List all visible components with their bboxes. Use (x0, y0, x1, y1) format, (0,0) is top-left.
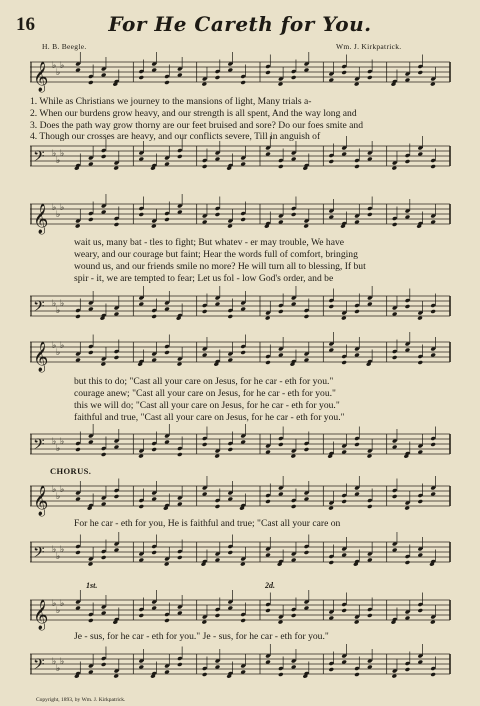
notehead (88, 217, 94, 222)
chorus-label: CHORUS. (50, 466, 92, 476)
staff-system-3-treble (30, 338, 450, 372)
hymn-title: For He Careth for You. (108, 12, 372, 36)
flat-icon: ♭ (56, 210, 61, 220)
notehead (354, 672, 360, 677)
notehead (164, 618, 170, 623)
notehead (202, 164, 208, 169)
flat-icon: ♭ (52, 299, 57, 309)
notehead (151, 447, 157, 452)
flat-icon: ♭ (52, 341, 57, 351)
notehead (341, 608, 347, 613)
verse-4-line-1: 4. Though our crosses are heavy, and our conflicts severe, Till in anguish of (30, 131, 321, 142)
notehead (341, 316, 347, 321)
notehead (367, 75, 373, 80)
notehead (202, 442, 208, 447)
notehead (240, 217, 246, 222)
notehead (202, 672, 208, 677)
flat-icon: ♭ (52, 149, 57, 159)
notehead (151, 314, 157, 319)
notehead (215, 212, 221, 217)
verse-2-line-1: 2. When our burdens grow heavy, and our strength is all spent, And the way long and (30, 108, 357, 119)
notehead (417, 70, 423, 75)
notehead (328, 506, 334, 511)
notehead (101, 555, 107, 560)
notehead (265, 70, 271, 75)
notehead (215, 504, 221, 509)
notehead (177, 362, 183, 367)
notehead (328, 159, 334, 164)
notehead (304, 447, 310, 452)
flat-icon: ♭ (52, 203, 57, 213)
notehead (75, 314, 81, 319)
notehead (177, 452, 183, 457)
treble-clef-icon: 𝄞 (33, 486, 49, 516)
notehead (405, 304, 411, 309)
notehead (113, 166, 119, 171)
notehead (405, 159, 411, 164)
notehead (417, 316, 423, 321)
notehead (391, 674, 397, 679)
notehead (328, 667, 334, 672)
notehead (405, 667, 411, 672)
notehead (354, 82, 360, 87)
flat-icon: ♭ (60, 61, 65, 71)
notehead (164, 350, 170, 355)
notehead (278, 672, 284, 677)
flat-icon: ♭ (52, 485, 57, 495)
flat-icon: ♭ (60, 149, 65, 159)
notehead (328, 304, 334, 309)
final-lyric: Je - sus, for he car - eth for you." Je - sus, for he car - eth for you." (74, 631, 329, 642)
notehead (430, 82, 436, 87)
notehead (138, 75, 144, 80)
notehead (341, 70, 347, 75)
notehead (240, 80, 246, 85)
notehead (113, 674, 119, 679)
notehead (291, 613, 297, 618)
notehead (75, 550, 81, 555)
staff-system-1-treble (30, 58, 450, 92)
notehead (405, 560, 411, 565)
chorus-lyric: For he car - eth for you, He is faithful and true; "Cast all your care on (74, 518, 341, 529)
copyright-notice: Copyright, 1893, by Wm. J. Kirkpatrick. (36, 697, 126, 703)
staff-system-5-bass (30, 650, 450, 680)
notehead (290, 454, 296, 459)
flat-icon: ♭ (56, 156, 61, 166)
notehead (430, 309, 436, 314)
treble-clef-icon: 𝄞 (33, 600, 49, 630)
flat-icon: ♭ (60, 203, 65, 213)
notehead (240, 350, 246, 355)
verse-4-line-3: faithful and true, "Cast all your care on Jesus, for he car - eth for you." (74, 412, 345, 423)
staff-system-1-bass (30, 142, 450, 172)
notehead (404, 506, 410, 511)
verse-1-line-2: wait us, many bat - tles to fight; But whatev - er may trouble, We have (74, 237, 345, 248)
verse-1-line-3: but this to do; "Cast all your care on Jesus, for he car - eth for you." (74, 376, 334, 387)
notehead (215, 75, 221, 80)
flat-icon: ♭ (52, 657, 57, 667)
lyricist-credit: Wm. J. Kirkpatrick. (336, 42, 402, 51)
second-ending-label: 2d. (265, 581, 275, 590)
verse-1-line-1: 1. While as Christians we journey to the mansions of light, Many trials a- (30, 96, 312, 107)
notehead (367, 613, 373, 618)
flat-icon: ♭ (56, 552, 61, 562)
flat-icon: ♭ (60, 341, 65, 351)
notehead (164, 562, 170, 567)
notehead (303, 224, 309, 229)
notehead (367, 212, 373, 217)
bass-clef-icon: 𝄢 (33, 436, 45, 457)
notehead (114, 355, 120, 360)
notehead (88, 562, 94, 567)
bass-clef-icon: 𝄢 (33, 148, 45, 169)
staff-system-3-bass (30, 430, 450, 460)
notehead (201, 82, 207, 87)
flat-icon: ♭ (60, 485, 65, 495)
notehead (100, 362, 106, 367)
notehead (214, 454, 220, 459)
notehead (151, 550, 157, 555)
flat-icon: ♭ (60, 599, 65, 609)
notehead (164, 80, 170, 85)
notehead (177, 555, 183, 560)
notehead (138, 454, 144, 459)
notehead (354, 309, 360, 314)
notehead (367, 504, 373, 509)
flat-icon: ♭ (56, 664, 61, 674)
flat-icon: ♭ (60, 657, 65, 667)
flat-icon: ♭ (56, 444, 61, 454)
verse-3-line-2: wound us, and our friends smile no more? He will turn all to blessing, If but (74, 261, 366, 272)
notehead (75, 224, 81, 229)
flat-icon: ♭ (52, 61, 57, 71)
notehead (278, 620, 284, 625)
staff-system-4-bass (30, 538, 450, 568)
notehead (164, 217, 170, 222)
notehead (227, 224, 233, 229)
notehead (240, 562, 246, 567)
notehead (114, 222, 120, 227)
notehead (227, 447, 233, 452)
notehead (341, 360, 347, 365)
notehead (114, 494, 120, 499)
staff-system-2-bass (30, 292, 450, 322)
notehead (392, 494, 398, 499)
notehead (177, 662, 183, 667)
notehead (202, 309, 208, 314)
notehead (278, 442, 284, 447)
flat-icon: ♭ (56, 606, 61, 616)
notehead (88, 618, 94, 623)
first-ending-label: 1st. (86, 581, 98, 590)
notehead (227, 314, 233, 319)
notehead (291, 212, 297, 217)
notehead (291, 504, 297, 509)
notehead (392, 355, 398, 360)
notehead (354, 164, 360, 169)
notehead (304, 550, 310, 555)
staff-system-4-treble (30, 482, 450, 516)
notehead (430, 620, 436, 625)
bass-clef-icon: 𝄢 (33, 298, 45, 319)
verse-2-line-3: courage anew; "Cast all your care on Jesus, for he car - eth for you." (74, 388, 336, 399)
notehead (265, 360, 271, 365)
verse-3-line-3: this we will do; "Cast all your care on Jesus, for he car - eth for you." (74, 400, 340, 411)
flat-icon: ♭ (56, 492, 61, 502)
flat-icon: ♭ (60, 437, 65, 447)
notehead (101, 452, 107, 457)
notehead (265, 316, 271, 321)
notehead (278, 164, 284, 169)
notehead (417, 608, 423, 613)
notehead (430, 164, 436, 169)
notehead (265, 608, 271, 613)
flat-icon: ♭ (56, 348, 61, 358)
notehead (417, 360, 423, 365)
notehead (392, 222, 398, 227)
treble-clef-icon: 𝄞 (33, 62, 49, 92)
flat-icon: ♭ (60, 545, 65, 555)
staff-system-2-treble (30, 200, 450, 234)
notehead (430, 672, 436, 677)
flat-icon: ♭ (52, 545, 57, 555)
verse-2-line-2: weary, and our courage but faint; Hear the words full of comfort, bringing (74, 249, 358, 260)
flat-icon: ♭ (52, 599, 57, 609)
notehead (367, 454, 373, 459)
notehead (417, 499, 423, 504)
notehead (177, 154, 183, 159)
flat-icon: ♭ (56, 306, 61, 316)
notehead (201, 620, 207, 625)
notehead (215, 613, 221, 618)
notehead (391, 166, 397, 171)
notehead (430, 442, 436, 447)
flat-icon: ♭ (52, 437, 57, 447)
page-number: 16 (16, 14, 35, 35)
notehead (138, 212, 144, 217)
flat-icon: ♭ (56, 68, 61, 78)
notehead (328, 560, 334, 565)
notehead (341, 499, 347, 504)
flat-icon: ♭ (60, 299, 65, 309)
bass-clef-icon: 𝄢 (33, 656, 45, 677)
notehead (304, 314, 310, 319)
notehead (101, 662, 107, 667)
notehead (278, 309, 284, 314)
notehead (354, 442, 360, 447)
verse-4-line-2: spir - it, we are tempted to fear; Let us fol - low God's order, and be (74, 273, 334, 284)
bass-clef-icon: 𝄢 (33, 544, 45, 565)
treble-clef-icon: 𝄞 (33, 342, 49, 372)
verse-3-line-1: 3. Does the path way grow thorny are our feet bruised and sore? Do our foes smite and (30, 120, 364, 131)
staff-system-5-treble (30, 596, 450, 630)
notehead (278, 82, 284, 87)
notehead (88, 80, 94, 85)
notehead (240, 618, 246, 623)
notehead (265, 499, 271, 504)
notehead (101, 154, 107, 159)
notehead (227, 550, 233, 555)
notehead (75, 447, 81, 452)
notehead (138, 613, 144, 618)
treble-clef-icon: 𝄞 (33, 204, 49, 234)
notehead (291, 75, 297, 80)
notehead (138, 504, 144, 509)
notehead (354, 620, 360, 625)
notehead (151, 224, 157, 229)
composer-credit: H. B. Beegle. (42, 42, 87, 51)
notehead (88, 350, 94, 355)
